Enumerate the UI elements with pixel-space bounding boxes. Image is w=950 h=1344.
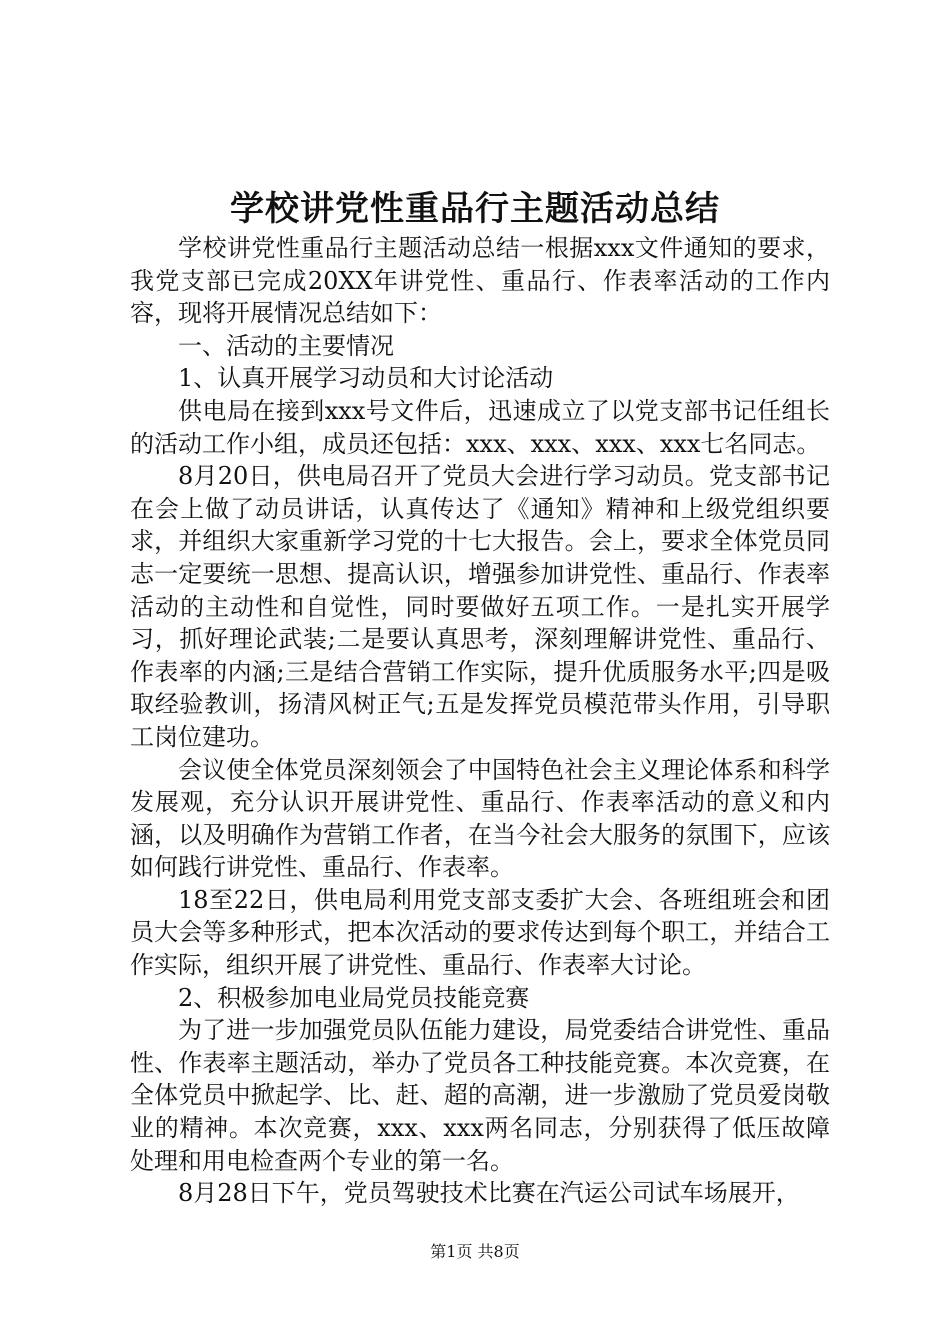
- paragraph: 8月28日下午，党员驾驶技术比赛在汽运公司试车场展开，: [178, 1179, 800, 1208]
- paragraph: 供电局在接到xxx号文件后，迅速成立了以党支部书记任组长的活动工作小组，成员还包括：xxx、xxx、xxx、xxx七名同志。: [130, 396, 830, 458]
- paragraph: 18至22日，供电局利用党支部支委扩大会、各班组班会和团员大会等多种形式，把本次活动的要求传达到每个职工，并结合工作实际，组织开展了讲党性、重品行、作表率大讨论。: [130, 885, 830, 980]
- paragraph: 会议使全体党员深刻领会了中国特色社会主义理论体系和科学发展观，充分认识开展讲党性、重品行、作表率活动的意义和内涵，以及明确作为营销工作者，在当今社会大服务的氛围下，应该如何践行讲党性、重品行、作表率。: [130, 755, 830, 882]
- paragraph: 为了进一步加强党员队伍能力建设，局党委结合讲党性、重品性、作表率主题活动，举办了党员各工种技能竞赛。本次竞赛，在全体党员中掀起学、比、赶、超的高潮，进一步激励了党员爱岗敬业的精神。本次竞赛，xxx、xxx两名同志，分别获得了低压故障处理和用电检查两个专业的第一名。: [130, 1016, 830, 1175]
- subsection-heading: 2、积极参加电业局党员技能竞赛: [178, 983, 530, 1012]
- paragraph: 8月20日，供电局召开了党员大会进行学习动员。党支部书记在会上做了动员讲话，认真传达了《通知》精神和上级党组织要求，并组织大家重新学习党的十七大报告。会上，要求全体党员同志一定要统一思想、提高认识，增强参加讲党性、重品行、作表率活动的主动性和自觉性，同时要做好五项工作。一是扎实开展学习，抓好理论武装;二是要认真思考，深刻理解讲党性、重品行、作表率的内涵;三是结合营销工作实际，提升优质服务水平;四是吸取经验教训，扬清风树正气;五是发挥党员模范带头作用，引导职工岗位建功。: [130, 462, 830, 751]
- section-heading: 一、活动的主要情况: [178, 331, 394, 360]
- document-title: 学校讲党性重品行主题活动总结: [230, 189, 720, 229]
- document-body: [130, 232, 830, 1210]
- paragraph: 学校讲党性重品行主题活动总结一根据xxx文件通知的要求，我党支部已完成20XX年讲党性、重品行、作表率活动的工作内容，现将开展情况总结如下：: [130, 234, 830, 328]
- page-footer: 第1页 共8页: [430, 1242, 520, 1261]
- subsection-heading: 1、认真开展学习动员和大讨论活动: [178, 364, 554, 393]
